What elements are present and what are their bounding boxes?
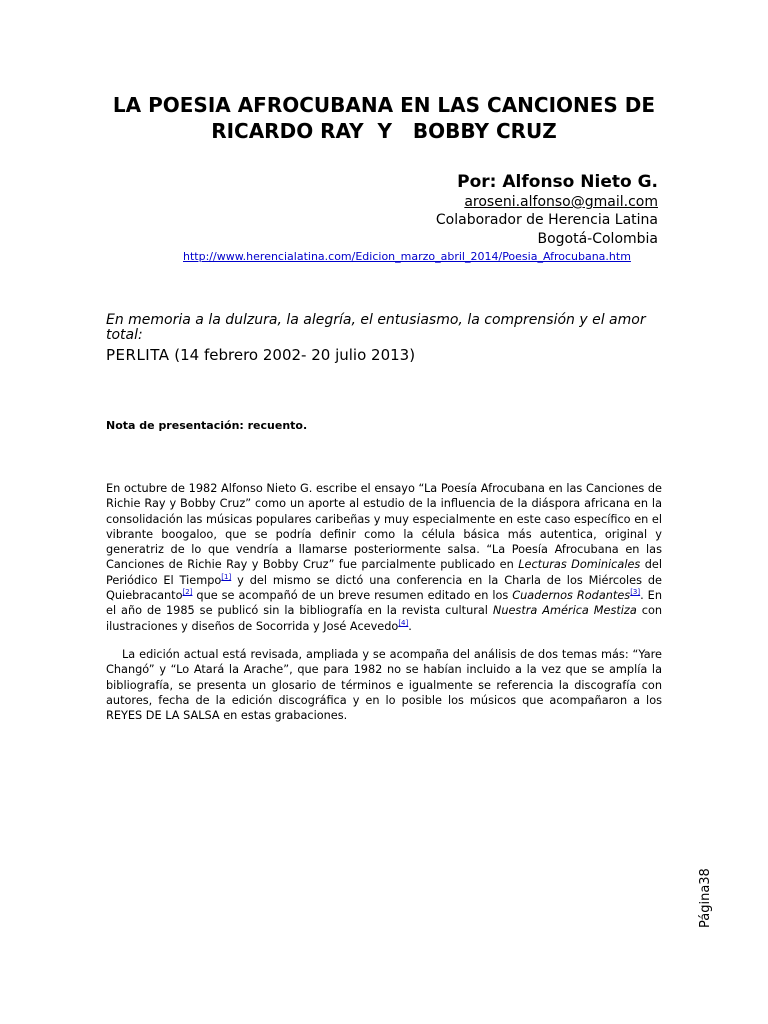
footnote-link-2[interactable]: [2] xyxy=(182,588,193,597)
author-email[interactable]: aroseni.alfonso@gmail.com xyxy=(464,194,658,210)
author-location: Bogotá-Colombia xyxy=(537,231,658,247)
paragraph-1: En octubre de 1982 Alfonso Nieto G. escribe el ensayo “La Poesía Afrocubana en las Canciones de Richie Ray y Bobby Cruz” como un aporte al estudio de la influencia de la diáspora africana en la consolidación las músicas populares caribeñas y muy especialmente en este caso específico en el vibrante boogaloo, que se podría definir como la célula básica más autentica, original y generatriz de lo que vendría a llamarse posteriormente salsa. “La Poesía Afrocubana en las Canciones de Richie Ray y Bobby Cruz” fue parcialmente publicado en Lecturas Dominicales del Periódico El Tiempo[1] y del mismo se dictó una conferencia en la Charla de los Miércoles de Quiebracanto[2] que se acompañó de un breve resumen editado en los Cuadernos Rodantes[3]. En el año de 1985 se publicó sin la bibliografía en la revista cultural Nuestra América Mestiza con ilustraciones y diseños de Socorrida y José Acevedo[4]. xyxy=(106,482,663,633)
footnote-link-1[interactable]: [1] xyxy=(221,573,232,582)
source-url-link[interactable]: http://www.herencialatina.com/Edicion_marzo_abril_2014/Poesia_Afrocubana.htm xyxy=(183,250,631,263)
document-title: LA POESIA AFROCUBANA EN LAS CANCIONES DE RICARDO RAY Y BOBBY CRUZ xyxy=(112,93,656,143)
paragraph-2: La edición actual está revisada, ampliada y se acompaña del análisis de dos temas más: “Yare Changó” y “Lo Atará la Arache”, que para 1982 no se habían incluido a la vez que se amplía la bibliografía, se presenta un glosario de términos e igualmente se referencia la discografía con autores, fecha de la edición discográfica y en lo posible los músicos que acompañaron a los REYES DE LA SALSA en estas grabaciones. xyxy=(106,648,662,723)
section-heading: Nota de presentación: recuento. xyxy=(106,419,308,432)
author-affiliation: Colaborador de Herencia Latina xyxy=(435,212,658,228)
dedication-text: En memoria a la dulzura, la alegría, el entusiasmo, la comprensión y el amor total: xyxy=(106,312,646,343)
footnote-link-4[interactable]: [4] xyxy=(398,618,409,627)
footnote-link-3[interactable]: [3] xyxy=(630,588,641,597)
dedication-name: PERLITA xyxy=(106,346,170,364)
page-number: Página38 xyxy=(698,868,713,928)
author-byline: Por: Alfonso Nieto G. xyxy=(457,172,658,192)
dedication-dates: (14 febrero 2002- 20 julio 2013) xyxy=(174,346,416,364)
dedication-name-line xyxy=(106,346,415,364)
